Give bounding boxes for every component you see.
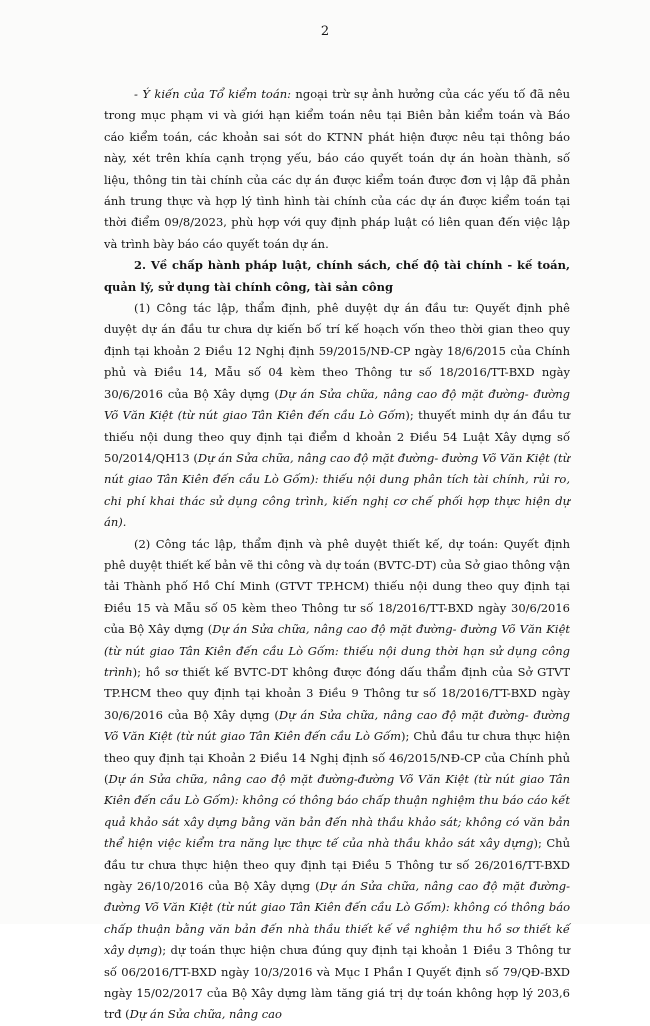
section-heading: 2. Về chấp hành pháp luật, chính sách, chế độ tài chính - kế toán, quản lý, sử dụng tài chính công, tài sản công — [104, 258, 570, 294]
audit-opinion-label: - Ý kiến của Tổ kiểm toán: — [134, 87, 291, 101]
page-number: 2 — [320, 24, 330, 39]
italic-run: Dự án Sửa chữa, nâng cao độ mặt đường-đường Võ Văn Kiệt (từ nút giao Tân Kiên đến cầu Lò Gốm): không có thông báo chấp thuận nghiệm thu báo cáo kết quả khảo sát xây dựng bằng văn bản đến nhà thầu khảo sát; không có văn bản thể hiện việc kiểm tra năng lực thực tế của nhà thầu khảo sát xây dựng — [104, 772, 570, 851]
audit-opinion-text: ngoại trừ sự ảnh hưởng của các yếu tố đã nêu trong mục phạm vi và giới hạn kiểm toán nêu tại Biên bản kiểm toán và Báo cáo kiểm toán, các khoản sai sót do KTNN phát hiện được nêu tại thông báo này, xét trên khía cạnh trọng yếu, báo cáo quyết toán dự án hoàn thành, số liệu, thông tin tài chính của các dự án được kiểm toán được đơn vị lập đã phản ánh trung thực và hợp lý tình hình tài chính của các dự án được kiểm toán tại thời điểm 09/8/2023, phù hợp với quy định pháp luật có liên quan đến việc lập và trình bày báo cáo quyết toán dự án. — [104, 87, 570, 251]
italic-run: Dự án Sửa chữa, nâng cao độ mặt đường- đường Võ Văn Kiệt (từ nút giao Tân Kiên đến cầu Lò Gốm — [104, 386, 570, 423]
text-run: ); thuyết minh dự án đầu tư thiếu nội dung theo quy định tại điểm d khoản 2 Điều 54 Luật Xây dựng số 50/2014/QH13 ( — [104, 408, 570, 465]
document-body — [104, 84, 570, 1026]
text-run: ); hồ sơ thiết kế BVTC-DT không được đóng dấu thẩm định của Sở GTVT TP.HCM theo quy định tại khoản 3 Điều 9 Thông tư số 18/2016/TT-BXD ngày 30/6/2016 của Bộ Xây dựng ( — [104, 664, 570, 722]
italic-run: Dự án Sửa chữa, nâng cao độ mặt đường- đường Võ Văn Kiệt (từ nút giao Tân Kiên đến cầu Lò Gốm): thiếu nội dung phân tích tài chính, rủi ro, chi phí khai thác sử dụng công trình, kiến nghị cơ chế phối hợp thực hiện dự án). — [104, 450, 570, 530]
italic-run: Dự án Sửa chữa, nâng cao — [129, 1007, 282, 1022]
italic-run: Dự án Sửa chữa, nâng cao độ mặt đường- đường Võ Văn Kiệt (từ nút giao Tân Kiên đến cầu Lò Gốm — [104, 707, 570, 744]
text-run: ); dự toán thực hiện chưa đúng quy định tại khoản 1 Điều 3 Thông tư số 06/2016/TT-BXD ngày 10/3/2016 và Mục I Phần I Quyết định số 79/QĐ-BXD ngày 15/02/2017 của Bộ Xây dựng làm tăng giá trị dự toán không hợp lý 203,6 trđ ( — [104, 943, 571, 1022]
paragraph-design-estimate — [104, 534, 570, 1026]
text-run: ); Chủ đầu tư chưa thực hiện theo quy định tại Khoản 2 Điều 14 Nghị định số 46/2015/NĐ-CP của Chính phủ ( — [104, 729, 570, 786]
text-run: (1) Công tác lập, thẩm định, phê duyệt dự án đầu tư: Quyết định phê duyệt dự án đầu tư chưa dự kiến bố trí kế hoạch vốn theo thời gian theo quy định tại khoản 2 Điều 12 Nghị định 59/2015/NĐ-CP ngày 18/6/2015 của Chính phủ và Điều 14, Mẫu số 04 kèm theo Thông tư số 18/2016/TT-BXD ngày 30/6/2016 của Bộ Xây dựng ( — [104, 301, 570, 401]
italic-run: Dự án Sửa chữa, nâng cao độ mặt đường- đường Võ Văn Kiệt (từ nút giao Tân Kiên đến cầu Lò Gốm): không có thông báo chấp thuận bằng văn bản đến nhà thầu thiết kế về nghiệm thu hồ sơ thiết kế xây dựng — [104, 879, 570, 958]
paragraph-project-approval — [104, 298, 570, 533]
italic-run: Dự án Sửa chữa, nâng cao độ mặt đường- đường Võ Văn Kiệt (từ nút giao Tân Kiên đến cầu Lò Gốm: thiếu nội dung thời hạn sử dụng công trình — [104, 622, 571, 679]
text-run: (2) Công tác lập, thẩm định và phê duyệt thiết kế, dự toán: Quyết định phê duyệt thiết kế bản vẽ thi công và dự toán (BVTC-DT) của Sở giao thông vận tải Thành phố Hồ Chí Minh (GTVT TP.HCM) thiếu nội dung theo quy định tại Điều 15 và Mẫu số 05 kèm theo Thông tư số 18/2016/TT-BXD ngày 30/6/2016 của Bộ Xây dựng ( — [104, 536, 570, 637]
text-run: ); Chủ đầu tư chưa thực hiện theo quy định tại Điều 5 Thông tư số 26/2016/TT-BXD ngày 26/10/2016 của Bộ Xây dựng ( — [104, 836, 570, 894]
audit-opinion-paragraph — [104, 84, 570, 255]
